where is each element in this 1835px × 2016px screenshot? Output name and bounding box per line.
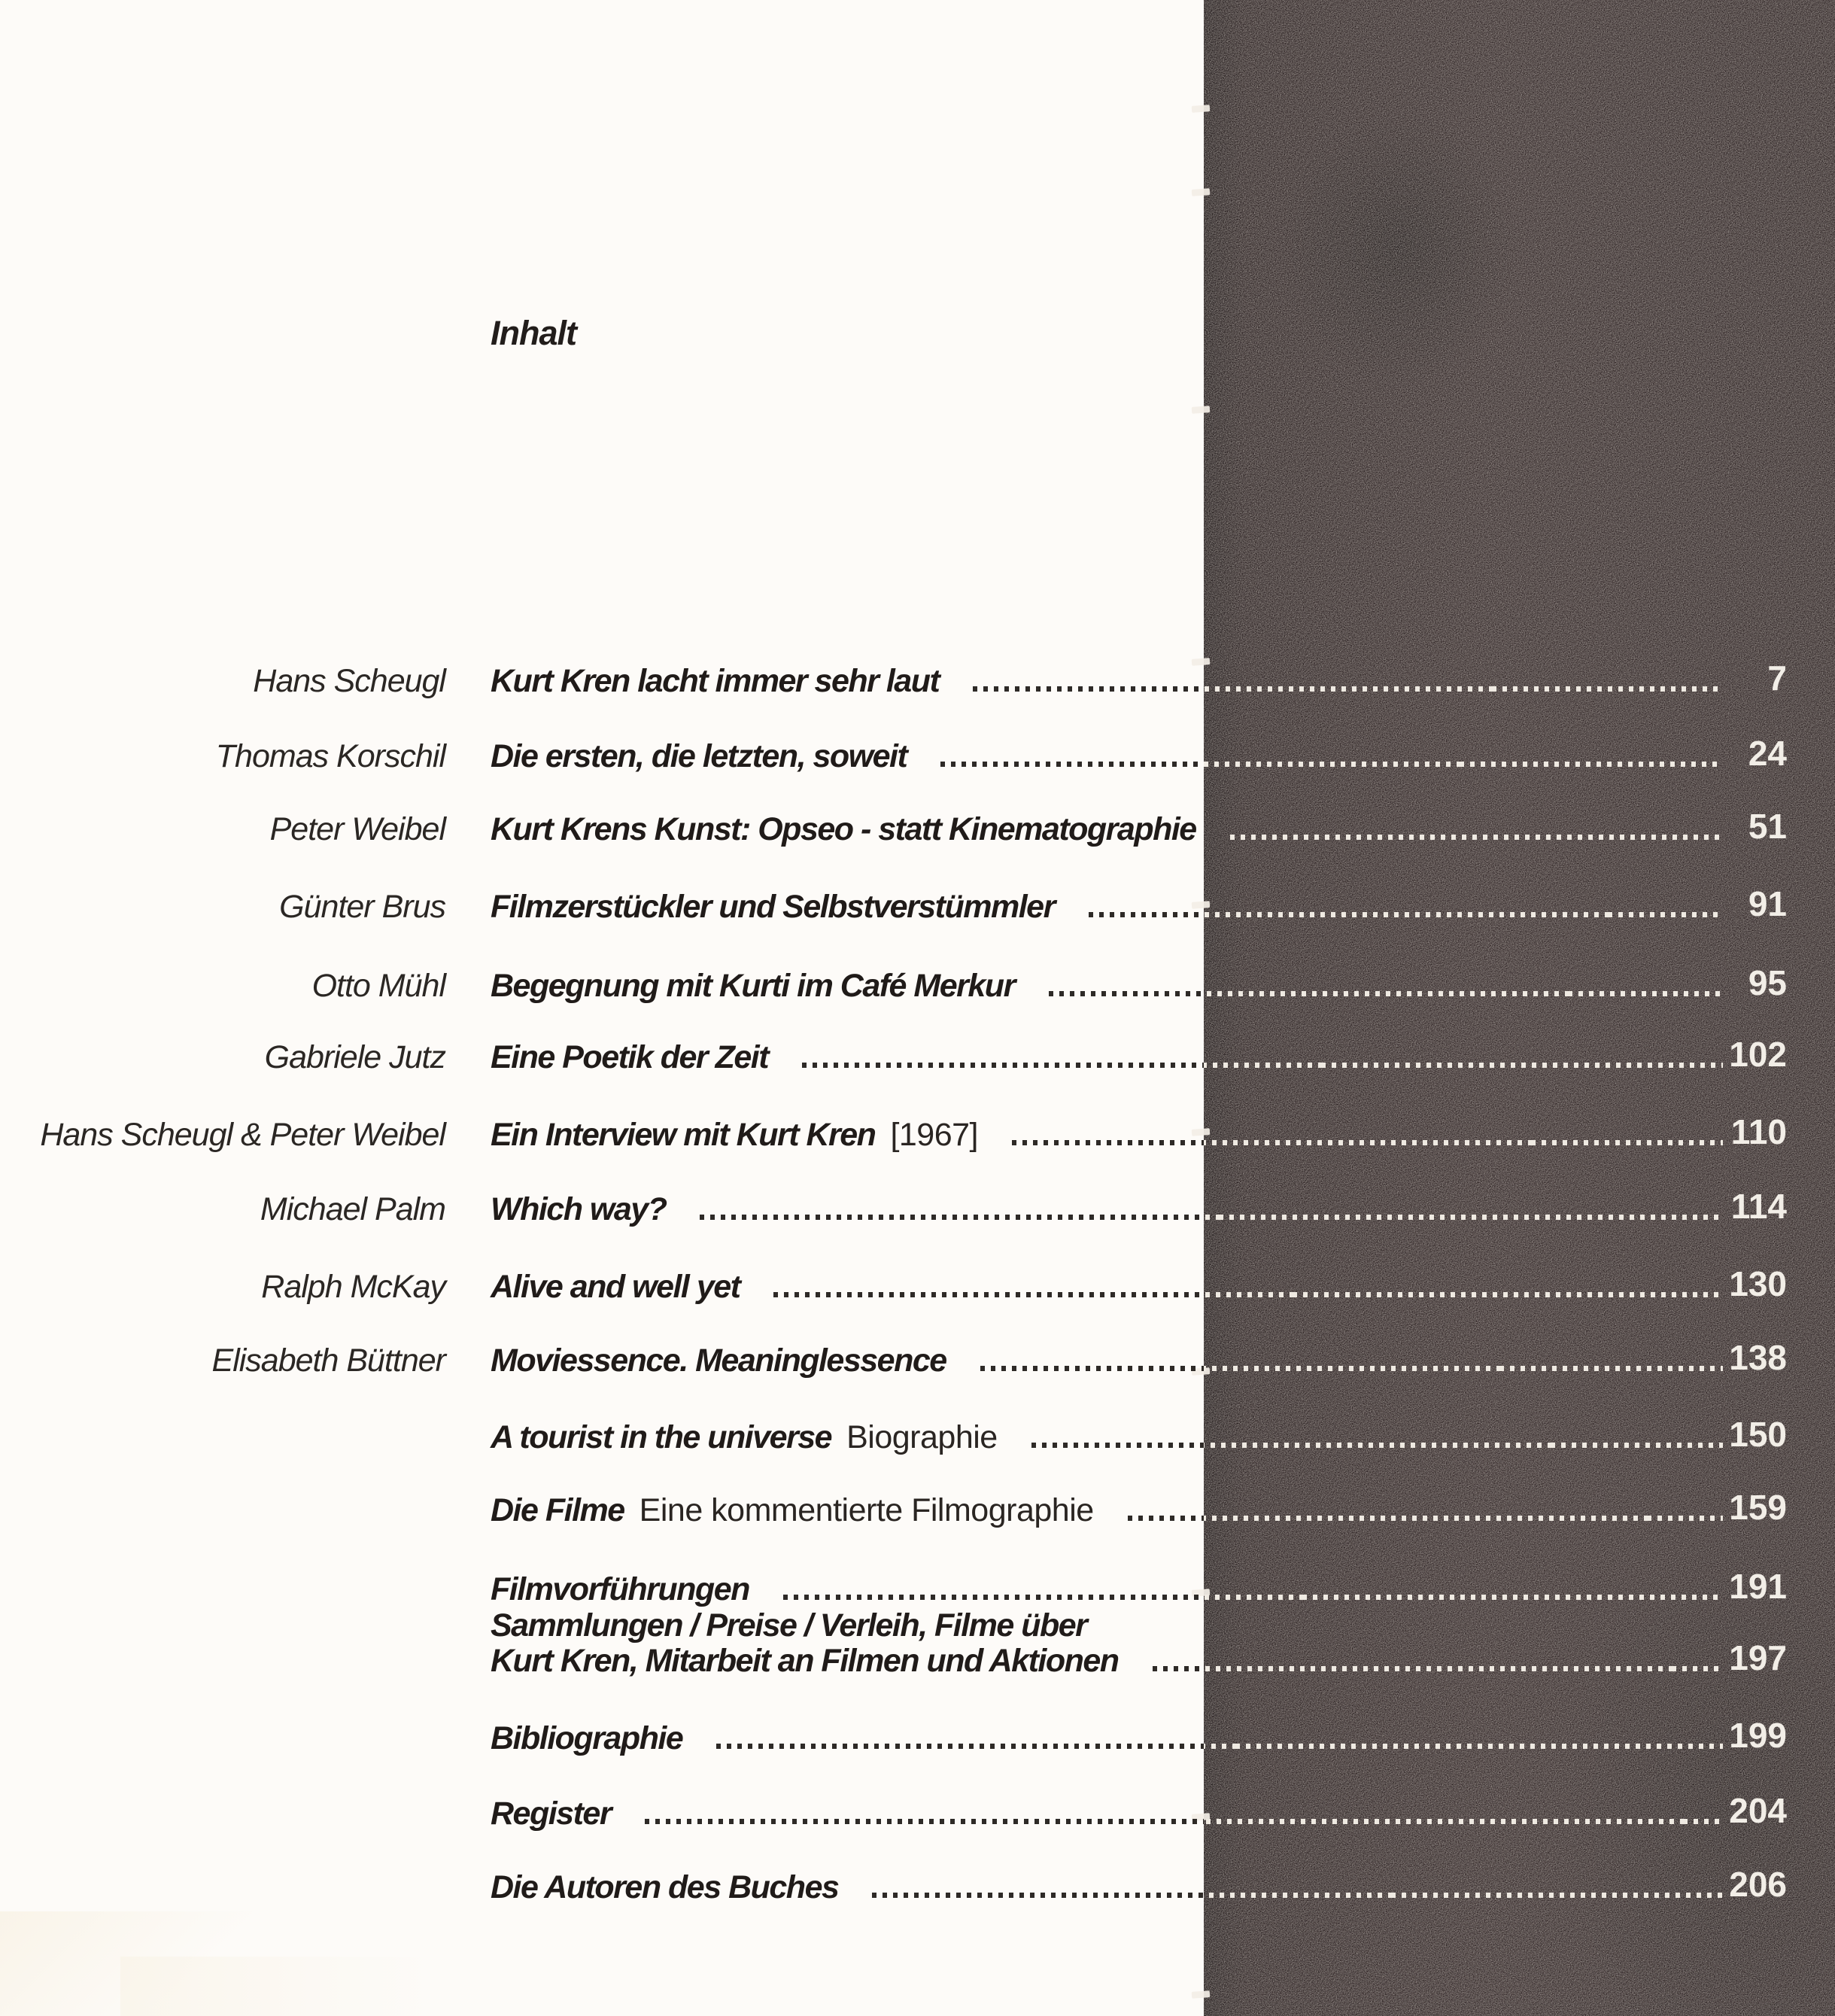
- toc-row: [0, 734, 1835, 783]
- toc-author: Elisabeth Büttner: [211, 1342, 445, 1379]
- toc-title-bold: Bibliographie: [491, 1720, 683, 1756]
- toc-page-number: 206: [1729, 1865, 1787, 1904]
- toc-title: [491, 1419, 998, 1455]
- leader-dots-dark: [940, 762, 1204, 767]
- toc-page-number: 130: [1729, 1264, 1787, 1303]
- toc-title-bold: Kurt Kren, Mitarbeit an Filmen und Aktionen: [491, 1643, 1119, 1679]
- toc-leader: [700, 1215, 1723, 1220]
- toc-page-number: 191: [1729, 1567, 1787, 1606]
- toc-title: [491, 740, 907, 773]
- toc-title-bold: Begegnung mit Kurti im Café Merkur: [491, 968, 1015, 1004]
- toc-title-bold: Which way?: [491, 1191, 667, 1227]
- toc-page-number: 138: [1729, 1338, 1787, 1377]
- toc-title-bold: Register: [491, 1796, 612, 1832]
- toc-row: [0, 1112, 1835, 1162]
- toc-title: [491, 665, 939, 698]
- toc-title: [491, 1798, 611, 1830]
- toc-title: [491, 1607, 1087, 1644]
- toc-page-number: 204: [1729, 1791, 1787, 1830]
- toc-page-number: 95: [1748, 963, 1787, 1002]
- toc-row: [0, 1638, 1835, 1688]
- leader-dots-dark: [980, 1366, 1204, 1371]
- leader-dots-dark: [645, 1819, 1204, 1824]
- toc-leader: [802, 1063, 1723, 1068]
- toc-author: Hans Scheugl: [253, 663, 445, 699]
- leader-dots-dark: [1031, 1443, 1204, 1448]
- toc-author: Otto Mühl: [311, 968, 445, 1004]
- toc-title-bold: Moviessence. Meaninglessence: [491, 1342, 946, 1379]
- toc-author: Ralph McKay: [261, 1269, 445, 1305]
- leader-dots-dark: [700, 1215, 1204, 1220]
- toc-author: Hans Scheugl & Peter Weibel: [40, 1117, 445, 1153]
- toc-title: [491, 1271, 740, 1303]
- leader-dots-dark: [1089, 912, 1204, 917]
- paper-shade: [120, 1957, 436, 2016]
- toc-leader: [783, 1595, 1723, 1600]
- leader-dots-dark: [872, 1893, 1204, 1898]
- leader-dots-dark: [1128, 1516, 1204, 1521]
- binding-stitch: [1192, 188, 1211, 196]
- toc-title-bold: Sammlungen / Preise / Verleih, Filme über: [491, 1607, 1087, 1644]
- toc-author: Michael Palm: [260, 1191, 445, 1227]
- toc-author: Gabriele Jutz: [264, 1039, 445, 1075]
- toc-title: [491, 1571, 749, 1607]
- toc-page-number: 114: [1730, 1187, 1787, 1226]
- toc-title-bold: Ein Interview mit Kurt Kren: [491, 1117, 876, 1153]
- binding-stitch: [1192, 406, 1211, 414]
- toc-leader: [773, 1292, 1723, 1297]
- toc-title-regular: [1967]: [890, 1117, 978, 1153]
- toc-title: [491, 1342, 946, 1379]
- toc-title: [491, 1645, 1119, 1677]
- toc-row: [0, 884, 1835, 934]
- toc-row: [0, 1488, 1835, 1537]
- toc-title-regular: Biographie: [846, 1419, 998, 1455]
- leader-dots-dark: [802, 1063, 1204, 1068]
- toc-leader: [716, 1744, 1723, 1749]
- toc-row: [0, 658, 1835, 708]
- page-title: Inhalt: [491, 314, 576, 352]
- toc-row: [0, 1187, 1835, 1236]
- leader-dots-dark: [773, 1292, 1204, 1297]
- toc-page-number: 197: [1729, 1638, 1787, 1677]
- toc-title: [491, 1869, 839, 1905]
- toc-title-bold: Alive and well yet: [491, 1269, 740, 1305]
- toc-title-bold: A tourist in the universe: [491, 1419, 832, 1455]
- toc-title-bold: Die Autoren des Buches: [491, 1869, 839, 1905]
- leader-dots-dark: [1049, 991, 1204, 996]
- toc-page-number: 150: [1729, 1415, 1787, 1454]
- leader-dots-dark: [1012, 1140, 1204, 1145]
- toc-page-number: 110: [1730, 1112, 1787, 1151]
- toc-row: [0, 1035, 1835, 1084]
- leader-dots-dark: [1153, 1666, 1204, 1671]
- toc-author: Günter Brus: [279, 889, 445, 925]
- toc-row: [0, 1264, 1835, 1314]
- toc-title-bold: Die ersten, die letzten, soweit: [491, 738, 907, 774]
- leader-dots-dark: [783, 1595, 1204, 1600]
- toc-page-number: 199: [1729, 1716, 1787, 1755]
- toc-title-bold: Filmvorführungen: [491, 1571, 749, 1607]
- toc-author: Peter Weibel: [269, 811, 445, 847]
- toc-row: [0, 1865, 1835, 1914]
- toc-page-number: 24: [1748, 734, 1787, 773]
- toc-row: [0, 1716, 1835, 1765]
- toc-leader: [645, 1819, 1723, 1824]
- toc-title-bold: Kurt Kren lacht immer sehr laut: [491, 663, 940, 699]
- leader-dots-dark: [973, 686, 1204, 692]
- toc-title-bold: Eine Poetik der Zeit: [491, 1039, 769, 1075]
- toc-title: [491, 891, 1055, 923]
- toc-page-number: 159: [1729, 1488, 1787, 1527]
- toc-title: [491, 1720, 683, 1756]
- toc-title: [491, 1119, 978, 1151]
- toc-author: Thomas Korschil: [215, 738, 445, 774]
- toc-title: [491, 1041, 768, 1074]
- toc-title-bold: Kurt Krens Kunst: Opseo - statt Kinematographie: [491, 811, 1196, 847]
- toc-title: [491, 813, 1196, 846]
- binding-stitch: [1192, 1990, 1211, 1999]
- toc-page-number: 51: [1748, 807, 1787, 846]
- toc-title: [491, 1492, 1094, 1528]
- toc-title: [491, 970, 1015, 1002]
- toc-row: [0, 1338, 1835, 1388]
- toc-title-regular: Eine kommentierte Filmographie: [639, 1492, 1094, 1528]
- binding-stitch: [1192, 105, 1211, 113]
- leader-dots-dark: [716, 1744, 1204, 1749]
- toc-title-bold: Filmzerstückler und Selbstverstümmler: [491, 889, 1055, 925]
- toc-row: [0, 1791, 1835, 1841]
- toc-title-bold: Die Filme: [491, 1492, 624, 1528]
- toc-row: [0, 807, 1835, 856]
- toc-page-number: 91: [1748, 884, 1787, 923]
- toc-page-number: 102: [1729, 1035, 1787, 1074]
- toc-row: [0, 963, 1835, 1013]
- toc-row: [0, 1415, 1835, 1464]
- toc-title: [491, 1193, 666, 1226]
- toc-page-number: 7: [1767, 658, 1787, 698]
